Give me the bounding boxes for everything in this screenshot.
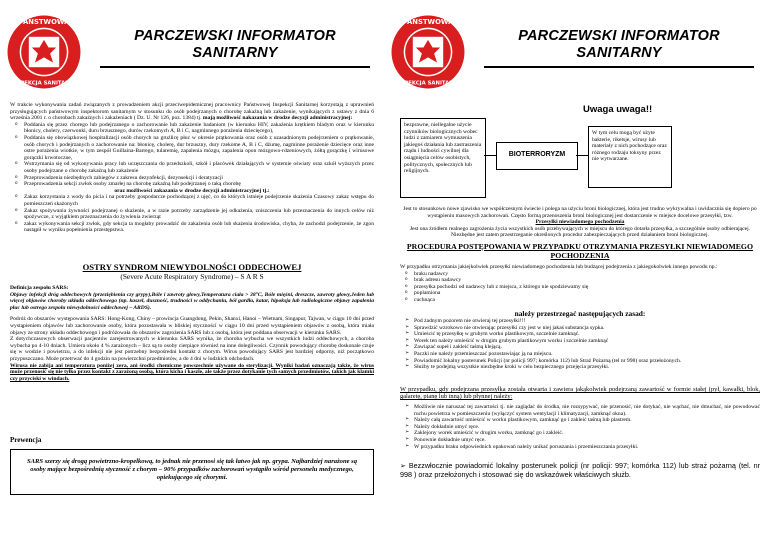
list-item: ➢ Zawiązać supeł i zakleić taśmą klejącą. bbox=[414, 344, 760, 351]
sars-title: OSTRY SYNDROM NIEWYDOLNOŚCI ODDECHOWEJ bbox=[82, 262, 302, 272]
rules-section bbox=[400, 318, 760, 371]
powers-list bbox=[10, 122, 374, 188]
sars-definition: Definicja zespołu SARS: Objawy infekcji dróg oddechowych (przeziębienia czy grypy),Bóle i zawroty głowy,Temperatura ciała > 38°C, Bóle mięśni, dreszcze, zawroty głowy,Jeden lub więcej objawów choroby układu oddechowego (np. kaszel, duszność, trudności w oddychaniu, ból gardła, katar, hipoksja lub radiologiczne objawy zapalenia płuc lub ostrego zespołu niewydolności oddechowej – ARDS). Podróż do obszarów występowania SARS: Hong-Kong, Chiny – prowincja Guangdong, Pekin, Shanxi, Hanoi – Wietnam, Singapur, Tajwan, w ciągu 10 dni przed wystąpieniem objawów lub zachorowanie osoby, która pozostawała w bliskiej styczności w ciągu 10 dni przed wystąpieniem objawów z osobą, która miała objawy ze strony układu oddechowego i podróżowała do obszarów zagrożenia SARS lub z osobą, która jest poddana obserwacji w kierunku SARS. Z dotychczasowych obserwacji pacjentów zarejestrowanych w kierunku SARS wynika, że choroba wybucha we wszystkich ludzi oddechowych, a choroba wybucha po 4-10 dniach. Umiera około 4 % zarażonych – licz są to osoby cierpiące również na inne dolegliwości. Czynnik powodujący chorobę doskonale czuje się w wodzie i powietrzu, a do infekcji nie jest potrzebny bezpośredni kontakt z chorym. Wirus powodujący SARS jest bardziej odporny, niż początkowo przypuszczano. Może przetrwać do 4 godzin na powierzchni przedmiotów, a do 4 dni w ludzkich odchodach. Wirusa nie zabija ani temperatura poniżej zera, ani środki chemiczne powszechnie używane do sterylizacji. Wyniki badań oznaczają także, że wirus może przenosić się nie tylko przez kontakt z zarażoną osobą, która kicha i kaszle, ale także przez dotykanie tych samych przedmiotów, takich jak klamki czy przyciski w windach. bbox=[10, 285, 374, 382]
bioterror-agents-box: W tym celu mogą być użyte bakterie, riketsje, wirusy lub materiały z nich pochodzące oraz różnego rodzaju toksyny przez nie wytwarzane. bbox=[588, 126, 672, 188]
left-header bbox=[0, 8, 384, 88]
leak-title: W przypadku, gdy podejrzana przesyłka została otwarta i zawiera jakąkolwiek podejrzaną zawartość w formie stałej (pył, kawałki, blok, galaretę, pianę lub inną) lub płynnej należy: bbox=[400, 386, 760, 401]
bioterror-definition-box: bezprawne, niellegalne użycie czynników biologicznych wobec ludzi z zamiarem wymuszenia jakiegoś działania lub zastraszenia rządu i ludności cywilnej dla osiągnięcia celów osobistych, politycznych, społecznych lub religijnych. bbox=[400, 118, 486, 198]
list-item: o cuchnąca bbox=[414, 297, 760, 304]
powers-section: W trakcie wykonywania zadań związanych z prowadzeniem akcji przeciwepidemicznej pracownicy Państwowej Inspekcji Sanitarnej korzystają z uprawnień przysługujących państwowym inspektorom sanitarnym w stosunku do osób podejrzanych o chorobę zakaźną lub zakażenie, wynikających z ustawy z dnia 6 września 2001 r. o chorobach zakaźnych i zakażeniach ( Dz. U. Nr 126, poz. 1384) tj. mają możliwość nakazania w drodze decyzji administracyjnej: o Poddania się przez chorego lub podejrzanego o zachorowanie lub zakażenie badaniom (w kierunku HIV, zakażenia krętkiem bladym oraz w kierunku błonicy, cholery, czerwonki, duru brzusznego, durów rzekomych A, B i C, nagminnego porażenia dziecięcego), o Poddania się obowiązkowej hospitalizacji osób chorych na grużlicę płuc w okresie prątkowania oraz osób z uzasadnionym podejrzeniem o prątkowanie, osób chorych i podejrzanych o zachorowanie na: błonicę, cholerę, dur brzuszny, dury rzekome A, B i C, dżumę, nagminne porażenie dziecięce oraz inne ostre porażenia wiotkie, w tym zespół Guillaina-Barrego, tularemię, zapalenia mózgu, zapalenia opon mózgowo-rdzeniowych, żółtą gorączkę i wirusowe gorączki krwotoczne, o Wstrzymania się od wykonywania pracy lub uczęszczania do przedszkoli, szkół i placówek działających w systemie oświaty oraz szkół wyższych przez osoby podejrzane o chorobę zakaźną lub zakażenie o Przeprowadzenia niezbędnych zabiegów z zakresu dezynfekcji, dezynsekcji i deratyzacji o Przeprowadzenia sekcji zwłok osoby zmarłej na chorobę zakaźną lub podejrzanej o taką chorobę oraz możliwości zakazania w drodze decyzji administracyjnej tj.: o Zakaz korzystania z wody do picia i na potrzeby gospodarcze pochodzącej z ujęć, co do których istnieje podejrzenie skażenia Czasowy zakaz wstępu do pomieszczeń skażonych o Zakaz spożywania żywności podejrzanej o skażenie, a w razie potrzeby zarządzenie jej odkażenia, zniszczenia lub przeznaczenia do innych celów niż spożywcze, z wyjątkiem przeznaczenia do żywienia zwierząt o zakaz wykonywania sekcji zwłok, gdy sekcja ta mogłaby prowadzić do zakażenia osób lub skażenia środowiska, chyba, że zachodzi podejrzenie, że zgon nastąpił w wyniku popełnienia przestępstwa. bbox=[10, 102, 374, 234]
connector-line bbox=[576, 155, 588, 156]
prevention-box bbox=[10, 449, 374, 495]
list-item: ➢ Worek ten należy umieścić w drugim grubym plastikowym worku i szczelnie zamknąć bbox=[414, 338, 760, 345]
title-underline bbox=[484, 66, 754, 68]
left-title: PARCZEWSKI INFORMATOR SANITARNY bbox=[134, 28, 336, 61]
list-item: o poplamiona bbox=[414, 290, 760, 297]
list-item: ➢ Ponownie dokładnie umyć ręce. bbox=[414, 437, 760, 444]
svg-text:INSPEKCJA SANITARNA: INSPEKCJA SANITARNA bbox=[10, 80, 78, 87]
svg-text:PAŃSTWOWA: PAŃSTWOWA bbox=[402, 17, 454, 26]
connector-line bbox=[484, 155, 496, 156]
list-item: ➢ Należy całą zawartość umieścić w worku plastikowym, zamknąć go i zakleić taśmą lub plastrem. bbox=[414, 417, 760, 424]
list-item: o Poddania się obowiązkowej hospitalizacji osób chorych na grużlicę płuc w okresie prątkowania oraz osób z uzasadnionym podejrzeniem o prątkowanie, osób chorych i podejrzanych o zachorowanie na: błonicę, cholerę, dur brzuszny, dury rzekome A, B i C, dżumę, nagminne porażenie dziecięce oraz inne ostre porażenia wiotkie, w tym zespół Guillaina-Barrego, tularemię, zapalenia mózgu, zapalenia opon mózgowo-rdzeniowych, żółtą gorączkę i wirusowe gorączki krwotoczne, bbox=[24, 135, 374, 161]
svg-text:INSPEKCJA SANITARNA: INSPEKCJA SANITARNA bbox=[394, 80, 462, 87]
list-item: ➢ Należy dokładnie umyć ręce. bbox=[414, 424, 760, 431]
list-item: o brak adresu nadawcy bbox=[414, 277, 760, 284]
prevention-label: Prewencja bbox=[10, 436, 42, 444]
list-item: o zakaz wykonywania sekcji zwłok, gdy sekcja ta mogłaby prowadzić do zakażenia osób lub skażenia środowiska, chyba, że zachodzi podejrzenie, że zgon nastąpił w wyniku popełnienia przestępstwa. bbox=[24, 221, 374, 234]
rules-title: należy przestrzegać następujących zasad: bbox=[514, 309, 646, 318]
list-item: ➢ W przypadku braku odpowiednich opakowań należy unikać poruszania i przemieszczania przesyłki. bbox=[414, 444, 760, 451]
list-item: o Zakaz korzystania z wody do picia i na potrzeby gospodarcze pochodzącej z ujęć, co do których istnieje podejrzenie skażenia Czasowy zakaz wstępu do pomieszczeń skażonych bbox=[24, 194, 374, 207]
leak-section bbox=[400, 404, 760, 450]
final-instruction: ➢ Bezzwłocznie powiadomić lokalny posterunek policji (nr policji: 997; komórka 112) lub straż pożarną (tel. nr 998 ) oraz przełożonych i stosować się do wskazówek właściwych służb. bbox=[400, 461, 760, 479]
list-item: o braku nadawcy bbox=[414, 271, 760, 278]
list-item: ➢ Możliwie nie naruszać tej zawartości tj. nie zaglądać do środka, nie rozsypywać, nie przenosić, nie dotykać, nie wąchać, nie dmuchać, nie powodować ruchu powietrza w pomieszczeniu (wyłączyć system wentylacji i klimatyzacji, zamknąć okna). bbox=[414, 404, 760, 417]
title-underline bbox=[100, 66, 370, 68]
list-item: o Zakaz spożywania żywności podejrzanej o skażenie, a w razie potrzeby zarządzenie jej odkażenia, zniszczenia lub przeznaczenia do innych celów niż spożywcze, z wyjątkiem przeznaczenia do żywienia zwierząt bbox=[24, 208, 374, 221]
svg-text:PAŃSTWOWA: PAŃSTWOWA bbox=[18, 17, 70, 26]
list-item: o Poddania się przez chorego lub podejrzanego o zachorowanie lub zakażenie badaniom (w kierunku HIV, zakażenia krętkiem bladym oraz w kierunku błonicy, cholery, czerwonki, duru brzusznego, durów rzekomych A, B i C, nagminnego porażenia dziecięcego), bbox=[24, 122, 374, 135]
list-item: ➢ Sprawdzić wzrokowo nie otwierając przesyłki czy jest w niej jakaś substancja sypka. bbox=[414, 325, 760, 332]
list-item: o przesyłka pochodzi od nadawcy lub z miejsca, z którego nie spodziewamy się bbox=[414, 284, 760, 291]
list-item: o Przeprowadzenia niezbędnych zabiegów z zakresu dezynfekcji, dezynsekcji i deratyzacji bbox=[24, 175, 374, 182]
bioterror-paragraph: Jest to stosunkowo nowe zjawisko we współczesnym świecie i polega na użyciu broni biologicznej, która jest trudno wykrywalna i uwidacznia się dopiero po wystąpieniu masowych zachorowań. Często formą przenoszenia broni biologicznej jest dostarczenie w miejsce docelowe przesyłki, tzw. Przesyłki niewiadomego pochodzenia Jest ona źródłem realnego zagrożenia życia wszystkich osób przebywających w miejscu do którego dotarła przesyłka, a szczególnie osoby odbierającej. Niezbędne jest zatem przestrzeganie określonych procedur zabezpieczających przed działaniem broni biologicznej. bbox=[403, 206, 757, 239]
procedure-title: PROCEDURA POSTĘPOWANIA W PRZYPADKU OTRZYMANIA PRZESYŁKI NIEWIADOMEGO POCHODZENIA bbox=[406, 242, 754, 260]
sanitary-inspection-logo-icon bbox=[390, 14, 466, 90]
list-item: ➢ Zaklejony worek umieścić w drugim worku, zamknąć go i zakleić. bbox=[414, 430, 760, 437]
sars-subtitle: (Severe Acute Respiratory Syndrome) – S A R S bbox=[120, 272, 264, 281]
list-item: ➢ Umieścić tę przesyłkę w grubym worku plastikowym, szczelnie zamknąć. bbox=[414, 331, 760, 338]
list-item: o Wstrzymania się od wykonywania pracy lub uczęszczania do przedszkoli, szkół i placówek działających w systemie oświaty oraz szkół wyższych przez osoby podejrzane o chorobę zakaźną lub zakażenie bbox=[24, 161, 374, 174]
warning-heading: Uwaga uwaga!! bbox=[583, 104, 653, 115]
bioterror-label-box: BIOTERRORYZM bbox=[496, 142, 578, 170]
prohibitions-list bbox=[10, 194, 374, 234]
list-item: ➢ Pod żadnym pozorem nie otwieraj tej przesyłki!!! bbox=[414, 318, 760, 325]
list-item: ➢ Powiadomić lokalny posterunek Policji (nr policji 997; komórka 112) lub Straż Pożarną (tel nr 998) oraz przełożonych. bbox=[414, 358, 760, 365]
right-title: PARCZEWSKI INFORMATOR SANITARNY bbox=[518, 28, 720, 61]
list-item: o Przeprowadzenia sekcji zwłok osoby zmarłej na chorobę zakaźną lub podejrzanej o taką chorobę bbox=[24, 181, 374, 188]
right-header bbox=[384, 8, 768, 88]
procedure-section: W przypadku otrzymania jakiejkolwiek przesyłki niewiadomego pochodzenia lub budzącej podejrzenia z jakiegokolwiek innego powodu np.: o braku nadawcy o brak adresu nadawcy o przesyłka pochodzi od nadawcy lub z miejsca, z którego nie spodziewamy się o poplamiona o cuchnąca bbox=[400, 264, 760, 304]
list-item: ➢ Służby te podejmą wszystkie niezbędne kroki w celu bezpiecznego przejęcia przesyłki. bbox=[414, 364, 760, 371]
list-item: ➢ Paczki nie należy przemieszczać pozostawiając ją na miejscu. bbox=[414, 351, 760, 358]
prevention-text: SARS szerzy się drogą powietrzno-kropelkową, to jednak nie przenosi się tak łatwo jak np. grypa. Najbardziej narażone są osoby mające bezpośrednią styczność z chorym – 90% przypadków zachorowań wystąpiło wśród personelu medycznego, opiekującego się chorymi. bbox=[26, 458, 358, 481]
sanitary-inspection-logo-icon bbox=[6, 14, 82, 90]
